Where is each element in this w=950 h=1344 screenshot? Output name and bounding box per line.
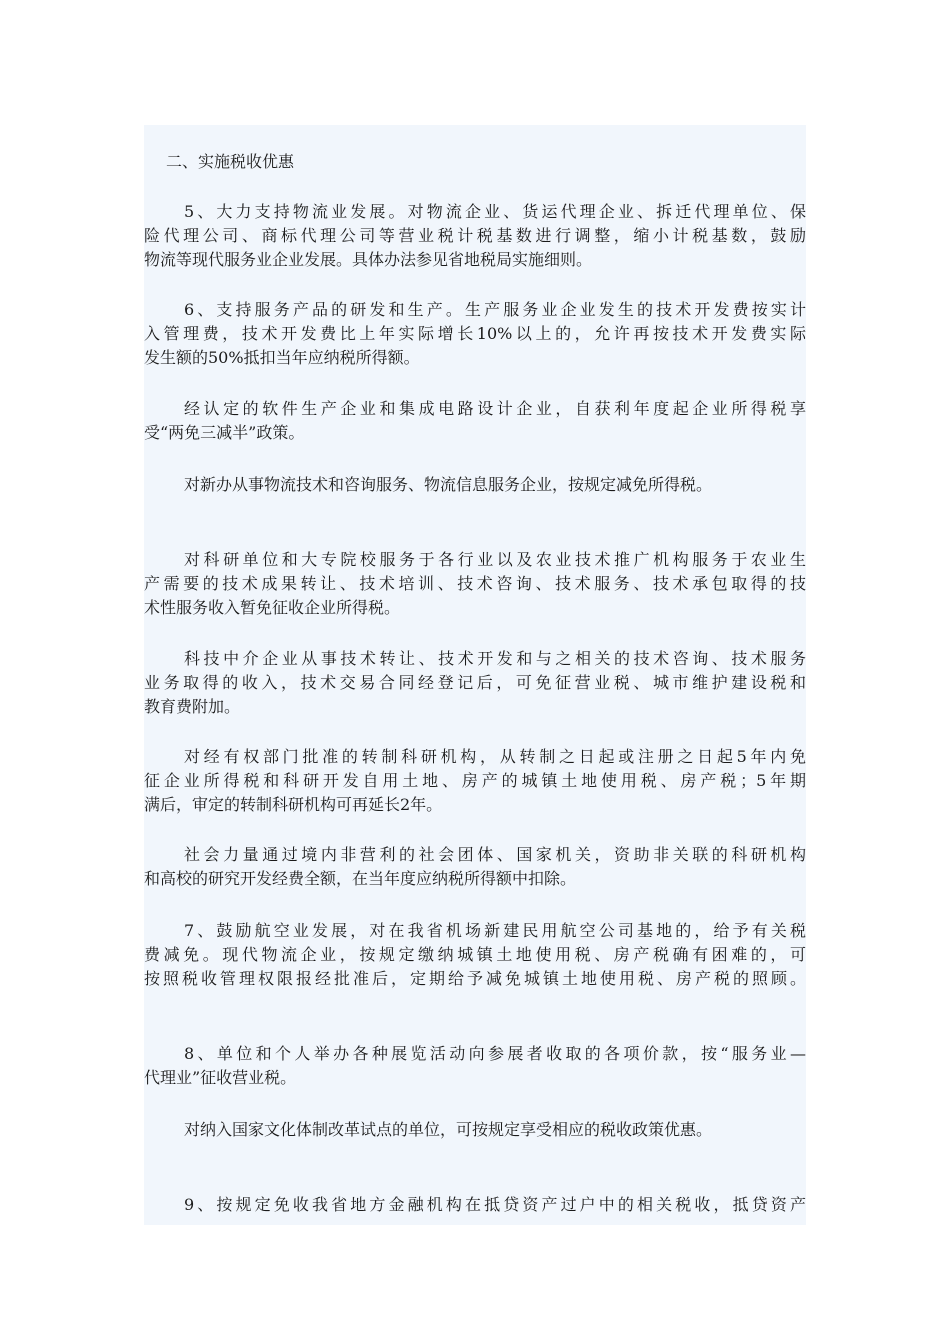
paragraph-line: 满后，审定的转制科研机构可再延长2年。: [144, 795, 443, 814]
paragraph-5: [144, 200, 806, 272]
paragraph-line: 入管理费，技术开发费比上年实际增长10%以上的，允许再按技术开发费实际: [144, 324, 806, 343]
paragraph-software: [144, 397, 806, 445]
document-panel: [144, 125, 806, 1225]
paragraph-8: [144, 1042, 806, 1090]
paragraph-line: 经认定的软件生产企业和集成电路设计企业，自获利年度起企业所得税享: [184, 399, 806, 418]
paragraph-line: 6、支持服务产品的研发和生产。生产服务业企业发生的技术开发费按实计: [184, 300, 806, 319]
paragraph-research-units: [144, 548, 806, 620]
paragraph-line: 对科研单位和大专院校服务于各行业以及农业技术推广机构服务于农业生: [184, 550, 806, 569]
paragraph-6: [144, 298, 806, 370]
paragraph-line: 7、鼓励航空业发展，对在我省机场新建民用航空公司基地的，给予有关税: [184, 921, 806, 940]
paragraph-line: 8、单位和个人举办各种展览活动向参展者收取的各项价款，按“服务业—: [184, 1044, 806, 1063]
paragraph-line: 对纳入国家文化体制改革试点的单位，可按规定享受相应的税收政策优惠。: [184, 1120, 713, 1139]
section-heading-block: [144, 150, 806, 174]
paragraph-line: 费减免。现代物流企业，按规定缴纳城镇土地使用税、房产税确有困难的，可: [144, 945, 806, 964]
paragraph-line: 险代理公司、商标代理公司等营业税计税基数进行调整，缩小计税基数，鼓励: [144, 226, 806, 245]
paragraph-line: 9、按规定免收我省地方金融机构在抵贷资产过户中的相关税收，抵贷资产: [184, 1195, 806, 1214]
paragraph-logistics-tech: [144, 473, 806, 497]
paragraph-line: 产需要的技术成果转让、技术培训、技术咨询、技术服务、技术承包取得的技: [144, 574, 806, 593]
paragraph-9: [144, 1193, 806, 1217]
paragraph-line: 教育费附加。: [144, 697, 241, 716]
paragraph-line: 对经有权部门批准的转制科研机构，从转制之日起或注册之日起5年内免: [184, 747, 806, 766]
paragraph-line: 对新办从事物流技术和咨询服务、物流信息服务企业，按规定减免所得税。: [184, 475, 713, 494]
paragraph-culture-reform: [144, 1118, 806, 1142]
paragraph-line: 业务取得的收入，技术交易合同经登记后，可免征营业税、城市维护建设税和: [144, 673, 806, 692]
paragraph-line: 受“两免三减半”政策。: [144, 423, 305, 442]
paragraph-7: [144, 919, 806, 991]
section-heading: 二、实施税收优惠: [166, 152, 295, 171]
paragraph-line: 和高校的研究开发经费全额，在当年度应纳税所得额中扣除。: [144, 869, 577, 888]
paragraph-social-forces: [144, 843, 806, 891]
paragraph-line: 代理业”征收营业税。: [144, 1068, 297, 1087]
paragraph-line: 社会力量通过境内非营利的社会团体、国家机关，资助非关联的科研机构: [184, 845, 806, 864]
paragraph-line: 科技中介企业从事技术转让、技术开发和与之相关的技术咨询、技术服务: [184, 649, 806, 668]
paragraph-tech-intermediary: [144, 647, 806, 719]
paragraph-line: 按照税收管理权限报经批准后，定期给予减免城镇土地使用税、房产税的照顾。: [144, 969, 806, 988]
paragraph-line: 5、大力支持物流业发展。对物流企业、货运代理企业、拆迁代理单位、保: [184, 202, 806, 221]
paragraph-transformed-institutes: [144, 745, 806, 817]
paragraph-line: 发生额的50%抵扣当年应纳税所得额。: [144, 348, 420, 367]
paragraph-line: 征企业所得税和科研开发自用土地、房产的城镇土地使用税、房产税；5年期: [144, 771, 806, 790]
paragraph-line: 物流等现代服务业企业发展。具体办法参见省地税局实施细则。: [144, 250, 593, 269]
paragraph-line: 术性服务收入暂免征收企业所得税。: [144, 598, 401, 617]
